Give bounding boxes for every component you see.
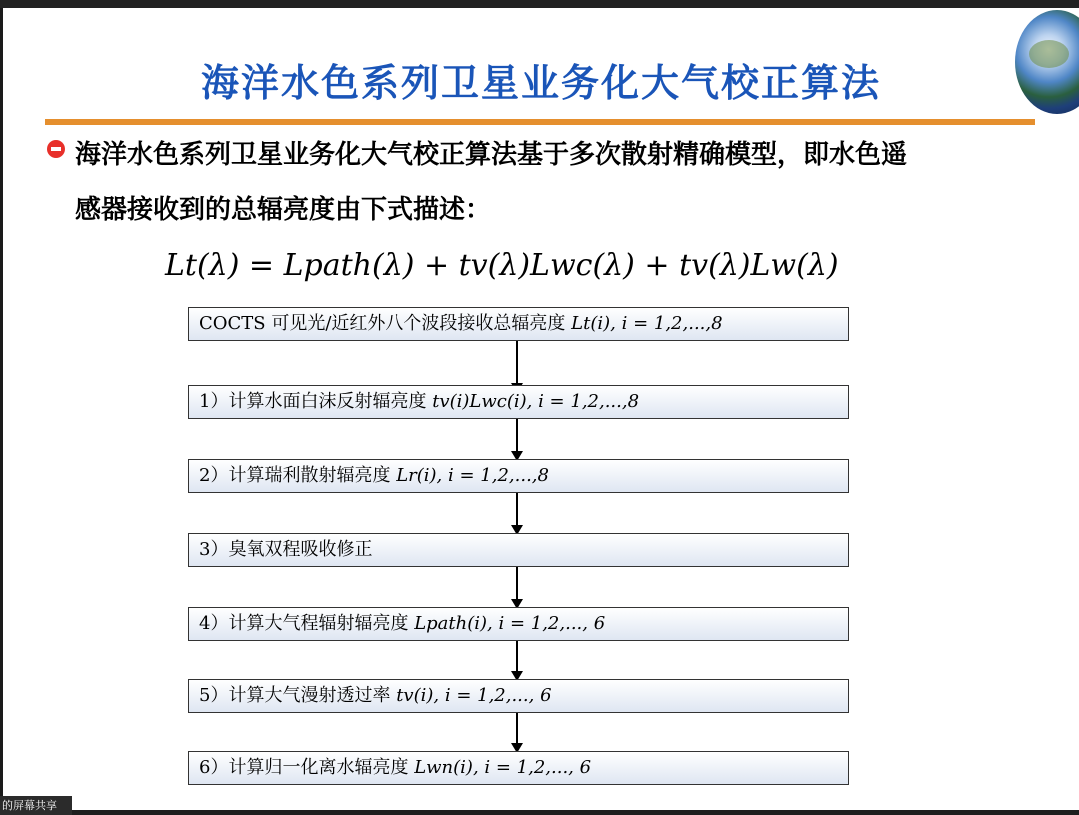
flow-arrow-5 bbox=[516, 641, 518, 679]
flow-step-5-label: 5）计算大气漫射透过率 bbox=[199, 685, 397, 706]
flow-step-5 bbox=[188, 679, 849, 713]
screen-share-badge[interactable]: 的屏幕共享 bbox=[0, 796, 72, 815]
bottom-window-bar bbox=[72, 810, 1079, 815]
bullet-text-line-2: 感器接收到的总辐亮度由下式描述： bbox=[75, 195, 492, 225]
flow-step-4-math: Lpath(i), i = 1,2,..., 6 bbox=[414, 613, 606, 634]
flow-step-0-math: Lt(i), i = 1,2,...,8 bbox=[571, 313, 723, 334]
flow-step-0-label: COCTS 可见光/近红外八个波段接收总辐亮度 bbox=[199, 313, 572, 334]
flow-step-1-label: 1）计算水面白沫反射辐亮度 bbox=[199, 391, 433, 412]
flow-step-1-math: tv(i)Lwc(i), i = 1,2,...,8 bbox=[432, 391, 640, 412]
flow-step-3 bbox=[188, 533, 849, 567]
flow-step-2-math: Lr(i), i = 1,2,...,8 bbox=[396, 465, 549, 486]
title-underline bbox=[45, 119, 1035, 125]
flow-step-4-label: 4）计算大气程辐射辐亮度 bbox=[199, 613, 415, 634]
flow-step-4 bbox=[188, 607, 849, 641]
flow-arrow-4 bbox=[516, 567, 518, 607]
flow-step-6-label: 6）计算归一化离水辐亮度 bbox=[199, 757, 415, 778]
slide-title: 海洋水色系列卫星业务化大气校正算法 bbox=[200, 61, 881, 105]
top-window-bar bbox=[0, 0, 1079, 8]
flow-arrow-3 bbox=[516, 493, 518, 533]
flow-arrow-2 bbox=[516, 419, 518, 459]
flow-step-6-math: Lwn(i), i = 1,2,..., 6 bbox=[414, 757, 592, 778]
flow-arrow-1 bbox=[516, 341, 518, 391]
flow-step-2-label: 2）计算瑞利散射辐亮度 bbox=[199, 465, 397, 486]
presentation-slide bbox=[3, 8, 1079, 810]
flow-step-2 bbox=[188, 459, 849, 493]
arrow-bullet-icon bbox=[47, 140, 65, 158]
flow-step-5-math: tv(i), i = 1,2,..., 6 bbox=[396, 685, 552, 706]
flow-step-3-label: 3）臭氧双程吸收修正 bbox=[199, 539, 373, 560]
flow-arrow-6 bbox=[516, 713, 518, 751]
bullet-text-line-1: 海洋水色系列卫星业务化大气校正算法基于多次散射精确模型，即水色遥 bbox=[75, 140, 908, 170]
flow-step-0 bbox=[188, 307, 849, 341]
flow-step-6 bbox=[188, 751, 849, 785]
flow-step-1 bbox=[188, 385, 849, 419]
radiance-formula: Lt(λ) = Lpath(λ) + tv(λ)Lwc(λ) + tv(λ)Lw(λ) bbox=[165, 248, 839, 283]
